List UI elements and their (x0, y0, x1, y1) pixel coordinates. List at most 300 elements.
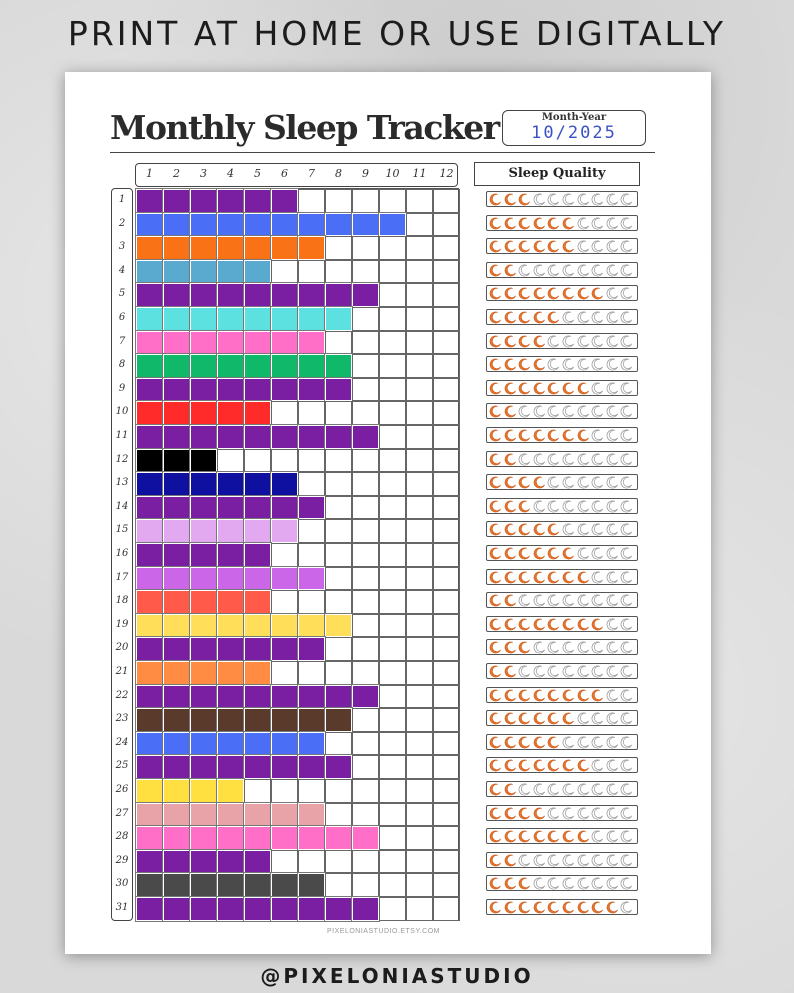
sleep-hour-cell-filled[interactable] (163, 472, 190, 496)
sleep-quality-bar[interactable] (486, 380, 638, 396)
sleep-hour-cell[interactable] (298, 661, 325, 685)
sleep-hour-cell-filled[interactable] (190, 449, 217, 473)
sleep-hour-cell[interactable] (379, 637, 406, 661)
sleep-hour-cell-filled[interactable] (244, 614, 271, 638)
sleep-hour-cell-filled[interactable] (244, 708, 271, 732)
sleep-hour-cell[interactable] (379, 519, 406, 543)
sleep-hour-cell[interactable] (352, 708, 379, 732)
sleep-hour-cell-filled[interactable] (163, 708, 190, 732)
sleep-hour-cell-filled[interactable] (298, 425, 325, 449)
sleep-hour-cell[interactable] (379, 378, 406, 402)
sleep-quality-bar[interactable] (486, 545, 638, 561)
sleep-hour-cell-filled[interactable] (136, 897, 163, 921)
sleep-hour-cell[interactable] (325, 732, 352, 756)
sleep-hour-cell-filled[interactable] (325, 213, 352, 237)
sleep-hour-cell-filled[interactable] (244, 543, 271, 567)
sleep-hour-cell[interactable] (352, 401, 379, 425)
sleep-hour-cell-filled[interactable] (298, 307, 325, 331)
sleep-hour-cell[interactable] (406, 189, 433, 213)
sleep-hour-cell[interactable] (352, 496, 379, 520)
sleep-hour-cell-filled[interactable] (298, 826, 325, 850)
sleep-hour-cell-filled[interactable] (217, 519, 244, 543)
sleep-hour-cell[interactable] (298, 189, 325, 213)
sleep-hour-cell[interactable] (433, 708, 460, 732)
sleep-hour-cell[interactable] (433, 236, 460, 260)
sleep-quality-bar[interactable] (486, 805, 638, 821)
sleep-quality-bar[interactable] (486, 238, 638, 254)
sleep-hour-cell[interactable] (325, 543, 352, 567)
sleep-hour-cell-filled[interactable] (136, 354, 163, 378)
sleep-hour-cell[interactable] (406, 213, 433, 237)
sleep-hour-cell-filled[interactable] (136, 236, 163, 260)
sleep-hour-cell[interactable] (298, 779, 325, 803)
sleep-hour-cell[interactable] (406, 378, 433, 402)
sleep-hour-cell-filled[interactable] (352, 283, 379, 307)
sleep-hour-cell[interactable] (406, 614, 433, 638)
sleep-hour-cell[interactable] (352, 354, 379, 378)
sleep-hour-cell-filled[interactable] (244, 590, 271, 614)
sleep-hour-cell-filled[interactable] (271, 826, 298, 850)
sleep-hour-cell-filled[interactable] (217, 283, 244, 307)
sleep-hour-cell-filled[interactable] (325, 425, 352, 449)
sleep-hour-cell-filled[interactable] (298, 283, 325, 307)
sleep-hour-cell-filled[interactable] (244, 283, 271, 307)
sleep-hour-cell[interactable] (352, 755, 379, 779)
sleep-hour-cell-filled[interactable] (217, 755, 244, 779)
sleep-hour-cell-filled[interactable] (244, 803, 271, 827)
sleep-hour-cell-filled[interactable] (190, 283, 217, 307)
sleep-hour-cell-filled[interactable] (136, 283, 163, 307)
sleep-hour-cell-filled[interactable] (190, 708, 217, 732)
sleep-hour-cell-filled[interactable] (271, 732, 298, 756)
sleep-hour-cell-filled[interactable] (244, 189, 271, 213)
sleep-hour-cell-filled[interactable] (190, 236, 217, 260)
sleep-hour-cell-filled[interactable] (298, 614, 325, 638)
sleep-hour-cell[interactable] (352, 637, 379, 661)
sleep-hour-cell[interactable] (298, 519, 325, 543)
sleep-hour-cell-filled[interactable] (190, 543, 217, 567)
sleep-hour-cell-filled[interactable] (271, 425, 298, 449)
sleep-hour-cell[interactable] (325, 260, 352, 284)
sleep-hour-cell-filled[interactable] (190, 567, 217, 591)
sleep-hour-cell-filled[interactable] (136, 590, 163, 614)
sleep-quality-bar[interactable] (486, 333, 638, 349)
sleep-hour-cell[interactable] (352, 732, 379, 756)
sleep-hour-cell-filled[interactable] (136, 496, 163, 520)
sleep-hour-cell-filled[interactable] (244, 661, 271, 685)
sleep-hour-cell[interactable] (325, 779, 352, 803)
sleep-hour-cell[interactable] (433, 685, 460, 709)
sleep-hour-cell-filled[interactable] (136, 307, 163, 331)
sleep-hour-cell-filled[interactable] (163, 519, 190, 543)
sleep-hour-cell[interactable] (379, 897, 406, 921)
sleep-hour-cell[interactable] (406, 732, 433, 756)
sleep-hour-cell[interactable] (433, 897, 460, 921)
sleep-hour-cell-filled[interactable] (244, 732, 271, 756)
sleep-hour-cell-filled[interactable] (298, 567, 325, 591)
sleep-hour-cell[interactable] (244, 779, 271, 803)
sleep-quality-bar[interactable] (486, 262, 638, 278)
sleep-hour-cell-filled[interactable] (244, 567, 271, 591)
sleep-hour-cell-filled[interactable] (136, 543, 163, 567)
sleep-hour-cell-filled[interactable] (298, 803, 325, 827)
sleep-hour-cell-filled[interactable] (163, 449, 190, 473)
sleep-hour-cell[interactable] (379, 425, 406, 449)
sleep-hour-cell-filled[interactable] (136, 637, 163, 661)
sleep-hour-cell-filled[interactable] (136, 401, 163, 425)
sleep-hour-cell[interactable] (379, 354, 406, 378)
sleep-hour-cell-filled[interactable] (190, 331, 217, 355)
sleep-hour-cell-filled[interactable] (190, 590, 217, 614)
sleep-hour-cell-filled[interactable] (217, 803, 244, 827)
sleep-hour-cell-filled[interactable] (217, 708, 244, 732)
sleep-hour-cell[interactable] (352, 661, 379, 685)
sleep-hour-cell[interactable] (352, 850, 379, 874)
sleep-hour-cell-filled[interactable] (244, 850, 271, 874)
sleep-hour-cell-filled[interactable] (244, 213, 271, 237)
sleep-hour-cell-filled[interactable] (352, 685, 379, 709)
sleep-hour-cell-filled[interactable] (244, 401, 271, 425)
sleep-hour-cell-filled[interactable] (298, 331, 325, 355)
sleep-hour-cell[interactable] (406, 567, 433, 591)
sleep-hour-cell[interactable] (352, 873, 379, 897)
sleep-hour-cell-filled[interactable] (190, 803, 217, 827)
sleep-hour-cell-filled[interactable] (190, 779, 217, 803)
sleep-hour-cell[interactable] (352, 590, 379, 614)
sleep-quality-bar[interactable] (486, 569, 638, 585)
sleep-hour-cell-filled[interactable] (136, 567, 163, 591)
sleep-hour-cell[interactable] (406, 236, 433, 260)
sleep-hour-cell[interactable] (433, 755, 460, 779)
sleep-hour-cell[interactable] (352, 449, 379, 473)
sleep-quality-bar[interactable] (486, 757, 638, 773)
sleep-hour-cell[interactable] (406, 685, 433, 709)
sleep-quality-bar[interactable] (486, 191, 638, 207)
sleep-hour-cell-filled[interactable] (298, 685, 325, 709)
sleep-quality-bar[interactable] (486, 828, 638, 844)
sleep-hour-cell[interactable] (433, 472, 460, 496)
sleep-hour-cell[interactable] (433, 567, 460, 591)
sleep-hour-cell-filled[interactable] (163, 307, 190, 331)
sleep-hour-cell-filled[interactable] (217, 873, 244, 897)
sleep-hour-cell-filled[interactable] (163, 354, 190, 378)
sleep-hour-cell-filled[interactable] (136, 803, 163, 827)
sleep-hour-cell[interactable] (325, 803, 352, 827)
sleep-quality-bar[interactable] (486, 875, 638, 891)
sleep-hour-cell-filled[interactable] (298, 637, 325, 661)
sleep-hour-cell-filled[interactable] (217, 614, 244, 638)
sleep-hour-cell[interactable] (433, 637, 460, 661)
sleep-quality-bar[interactable] (486, 734, 638, 750)
sleep-hour-cell-filled[interactable] (217, 401, 244, 425)
sleep-hour-cell[interactable] (379, 496, 406, 520)
sleep-hour-cell-filled[interactable] (163, 614, 190, 638)
sleep-hour-cell[interactable] (298, 260, 325, 284)
sleep-hour-cell-filled[interactable] (190, 213, 217, 237)
sleep-hour-cell[interactable] (379, 449, 406, 473)
sleep-hour-cell[interactable] (433, 732, 460, 756)
sleep-hour-cell[interactable] (406, 401, 433, 425)
sleep-hour-cell-filled[interactable] (190, 897, 217, 921)
sleep-hour-cell[interactable] (433, 331, 460, 355)
sleep-hour-cell-filled[interactable] (190, 401, 217, 425)
sleep-hour-cell-filled[interactable] (244, 236, 271, 260)
sleep-hour-cell[interactable] (406, 850, 433, 874)
sleep-hour-cell-filled[interactable] (217, 543, 244, 567)
sleep-hour-cell-filled[interactable] (325, 614, 352, 638)
sleep-hour-cell[interactable] (406, 826, 433, 850)
sleep-hour-cell[interactable] (433, 496, 460, 520)
sleep-hour-cell[interactable] (379, 189, 406, 213)
sleep-hour-cell[interactable] (406, 803, 433, 827)
sleep-hour-cell[interactable] (433, 378, 460, 402)
sleep-hour-cell[interactable] (433, 826, 460, 850)
sleep-hour-cell-filled[interactable] (190, 307, 217, 331)
sleep-hour-cell-filled[interactable] (136, 826, 163, 850)
sleep-hour-cell[interactable] (433, 590, 460, 614)
sleep-hour-cell-filled[interactable] (325, 283, 352, 307)
sleep-hour-cell-filled[interactable] (217, 850, 244, 874)
sleep-hour-cell[interactable] (325, 496, 352, 520)
sleep-hour-cell-filled[interactable] (163, 685, 190, 709)
sleep-hour-cell-filled[interactable] (163, 590, 190, 614)
sleep-hour-cell-filled[interactable] (352, 425, 379, 449)
sleep-hour-cell[interactable] (271, 543, 298, 567)
sleep-hour-cell-filled[interactable] (298, 236, 325, 260)
sleep-hour-cell[interactable] (325, 236, 352, 260)
sleep-hour-cell[interactable] (433, 543, 460, 567)
sleep-hour-cell[interactable] (379, 755, 406, 779)
sleep-hour-cell-filled[interactable] (217, 331, 244, 355)
sleep-hour-cell[interactable] (352, 378, 379, 402)
sleep-hour-cell[interactable] (352, 519, 379, 543)
sleep-hour-cell-filled[interactable] (217, 685, 244, 709)
sleep-quality-bar[interactable] (486, 852, 638, 868)
sleep-quality-bar[interactable] (486, 521, 638, 537)
sleep-hour-cell-filled[interactable] (325, 755, 352, 779)
sleep-hour-cell[interactable] (379, 873, 406, 897)
sleep-hour-cell-filled[interactable] (163, 283, 190, 307)
sleep-hour-cell-filled[interactable] (271, 378, 298, 402)
sleep-hour-cell[interactable] (271, 590, 298, 614)
sleep-quality-bar[interactable] (486, 616, 638, 632)
sleep-hour-cell[interactable] (325, 850, 352, 874)
sleep-hour-cell-filled[interactable] (163, 213, 190, 237)
sleep-hour-cell-filled[interactable] (271, 803, 298, 827)
sleep-hour-cell[interactable] (325, 873, 352, 897)
sleep-hour-cell-filled[interactable] (190, 354, 217, 378)
sleep-hour-cell-filled[interactable] (244, 354, 271, 378)
month-year-value[interactable]: 10/2025 (531, 123, 617, 143)
sleep-quality-bar[interactable] (486, 451, 638, 467)
sleep-hour-cell-filled[interactable] (217, 236, 244, 260)
sleep-hour-cell-filled[interactable] (298, 378, 325, 402)
sleep-hour-cell[interactable] (433, 213, 460, 237)
sleep-hour-cell[interactable] (325, 449, 352, 473)
sleep-hour-cell-filled[interactable] (190, 519, 217, 543)
sleep-quality-bar[interactable] (486, 899, 638, 915)
sleep-hour-cell-filled[interactable] (136, 472, 163, 496)
sleep-quality-bar[interactable] (486, 403, 638, 419)
sleep-hour-cell-filled[interactable] (244, 425, 271, 449)
sleep-hour-cell-filled[interactable] (217, 590, 244, 614)
sleep-hour-cell-filled[interactable] (190, 873, 217, 897)
sleep-hour-cell-filled[interactable] (325, 708, 352, 732)
sleep-hour-cell-filled[interactable] (190, 850, 217, 874)
sleep-hour-cell-filled[interactable] (190, 260, 217, 284)
sleep-hour-cell[interactable] (406, 661, 433, 685)
sleep-hour-cell-filled[interactable] (325, 307, 352, 331)
sleep-hour-cell[interactable] (271, 779, 298, 803)
sleep-hour-cell-filled[interactable] (271, 708, 298, 732)
sleep-quality-bar[interactable] (486, 356, 638, 372)
sleep-hour-cell-filled[interactable] (190, 189, 217, 213)
sleep-hour-cell[interactable] (379, 283, 406, 307)
sleep-hour-cell[interactable] (433, 850, 460, 874)
sleep-hour-cell[interactable] (379, 661, 406, 685)
sleep-hour-cell[interactable] (298, 850, 325, 874)
sleep-hour-cell-filled[interactable] (217, 307, 244, 331)
sleep-hour-cell[interactable] (433, 307, 460, 331)
sleep-hour-cell-filled[interactable] (217, 213, 244, 237)
sleep-hour-cell[interactable] (244, 449, 271, 473)
sleep-hour-cell-filled[interactable] (190, 826, 217, 850)
sleep-hour-cell-filled[interactable] (298, 213, 325, 237)
sleep-hour-cell-filled[interactable] (271, 236, 298, 260)
sleep-hour-cell[interactable] (406, 260, 433, 284)
sleep-hour-cell-filled[interactable] (163, 732, 190, 756)
sleep-hour-cell[interactable] (406, 496, 433, 520)
sleep-hour-cell-filled[interactable] (244, 496, 271, 520)
sleep-hour-cell[interactable] (406, 897, 433, 921)
sleep-hour-cell-filled[interactable] (136, 519, 163, 543)
sleep-hour-cell-filled[interactable] (325, 685, 352, 709)
sleep-hour-cell-filled[interactable] (217, 897, 244, 921)
sleep-hour-cell-filled[interactable] (244, 307, 271, 331)
sleep-hour-cell[interactable] (406, 873, 433, 897)
sleep-hour-cell-filled[interactable] (271, 614, 298, 638)
sleep-hour-cell-filled[interactable] (163, 496, 190, 520)
sleep-hour-cell-filled[interactable] (217, 260, 244, 284)
sleep-hour-cell[interactable] (433, 283, 460, 307)
sleep-hour-cell-filled[interactable] (352, 897, 379, 921)
sleep-hour-cell-filled[interactable] (163, 873, 190, 897)
sleep-hour-cell-filled[interactable] (244, 519, 271, 543)
sleep-hour-cell[interactable] (379, 401, 406, 425)
sleep-hour-cell-filled[interactable] (136, 850, 163, 874)
sleep-hour-cell-filled[interactable] (163, 755, 190, 779)
sleep-hour-cell-filled[interactable] (244, 685, 271, 709)
sleep-hour-cell[interactable] (352, 331, 379, 355)
sleep-hour-cell[interactable] (433, 425, 460, 449)
sleep-hour-cell-filled[interactable] (136, 260, 163, 284)
sleep-hour-cell[interactable] (352, 614, 379, 638)
sleep-hour-cell-filled[interactable] (163, 236, 190, 260)
month-year-box[interactable] (502, 110, 646, 146)
sleep-hour-cell-filled[interactable] (217, 732, 244, 756)
sleep-hour-cell-filled[interactable] (190, 378, 217, 402)
sleep-hour-cell-filled[interactable] (244, 826, 271, 850)
sleep-hour-cell-filled[interactable] (190, 661, 217, 685)
sleep-hour-cell[interactable] (352, 472, 379, 496)
sleep-hour-cell-filled[interactable] (163, 189, 190, 213)
sleep-hour-cell-filled[interactable] (136, 425, 163, 449)
sleep-hour-cell[interactable] (433, 354, 460, 378)
sleep-hour-cell[interactable] (379, 826, 406, 850)
sleep-hour-cell-filled[interactable] (190, 637, 217, 661)
sleep-hour-cell[interactable] (406, 519, 433, 543)
sleep-hour-cell-filled[interactable] (217, 567, 244, 591)
sleep-quality-bar[interactable] (486, 781, 638, 797)
sleep-hour-cell[interactable] (325, 472, 352, 496)
sleep-hour-cell[interactable] (406, 708, 433, 732)
sleep-hour-cell[interactable] (271, 401, 298, 425)
sleep-hour-cell-filled[interactable] (217, 779, 244, 803)
sleep-hour-cell[interactable] (406, 755, 433, 779)
sleep-hour-cell[interactable] (298, 472, 325, 496)
sleep-hour-cell[interactable] (379, 803, 406, 827)
sleep-hour-cell[interactable] (379, 850, 406, 874)
sleep-hour-cell-filled[interactable] (271, 354, 298, 378)
sleep-hour-cell[interactable] (406, 543, 433, 567)
sleep-hour-cell-filled[interactable] (163, 779, 190, 803)
sleep-hour-cell-filled[interactable] (163, 331, 190, 355)
sleep-hour-cell[interactable] (298, 543, 325, 567)
sleep-hour-cell-filled[interactable] (271, 873, 298, 897)
sleep-hour-cell-filled[interactable] (325, 897, 352, 921)
sleep-hour-cell-filled[interactable] (136, 189, 163, 213)
sleep-hour-cell[interactable] (325, 567, 352, 591)
sleep-hour-cell[interactable] (271, 661, 298, 685)
sleep-quality-bar[interactable] (486, 592, 638, 608)
sleep-hour-cell-filled[interactable] (325, 354, 352, 378)
sleep-quality-bar[interactable] (486, 687, 638, 703)
sleep-hour-cell[interactable] (379, 614, 406, 638)
sleep-hour-cell[interactable] (379, 472, 406, 496)
sleep-quality-bar[interactable] (486, 498, 638, 514)
sleep-hour-cell-filled[interactable] (271, 213, 298, 237)
sleep-hour-cell[interactable] (352, 779, 379, 803)
sleep-hour-cell-filled[interactable] (244, 873, 271, 897)
sleep-hour-cell[interactable] (433, 803, 460, 827)
sleep-hour-cell[interactable] (406, 425, 433, 449)
sleep-hour-cell-filled[interactable] (244, 378, 271, 402)
sleep-hour-cell-filled[interactable] (136, 708, 163, 732)
sleep-hour-cell-filled[interactable] (163, 401, 190, 425)
sleep-hour-cell-filled[interactable] (163, 378, 190, 402)
sleep-quality-bar[interactable] (486, 639, 638, 655)
sleep-hour-cell[interactable] (379, 260, 406, 284)
sleep-hour-cell-filled[interactable] (217, 425, 244, 449)
sleep-hour-cell-filled[interactable] (190, 614, 217, 638)
sleep-hour-cell-filled[interactable] (217, 189, 244, 213)
sleep-hour-cell-filled[interactable] (136, 755, 163, 779)
sleep-hour-cell-filled[interactable] (244, 472, 271, 496)
sleep-hour-cell-filled[interactable] (217, 496, 244, 520)
sleep-hour-cell[interactable] (352, 236, 379, 260)
sleep-hour-cell-filled[interactable] (163, 637, 190, 661)
sleep-hour-cell[interactable] (406, 283, 433, 307)
sleep-hour-cell[interactable] (271, 850, 298, 874)
sleep-hour-cell-filled[interactable] (217, 637, 244, 661)
sleep-hour-cell-filled[interactable] (271, 307, 298, 331)
sleep-hour-cell-filled[interactable] (298, 873, 325, 897)
sleep-hour-cell-filled[interactable] (244, 755, 271, 779)
sleep-hour-cell-filled[interactable] (136, 449, 163, 473)
sleep-hour-cell-filled[interactable] (298, 897, 325, 921)
sleep-hour-cell-filled[interactable] (379, 213, 406, 237)
sleep-hour-cell[interactable] (379, 236, 406, 260)
